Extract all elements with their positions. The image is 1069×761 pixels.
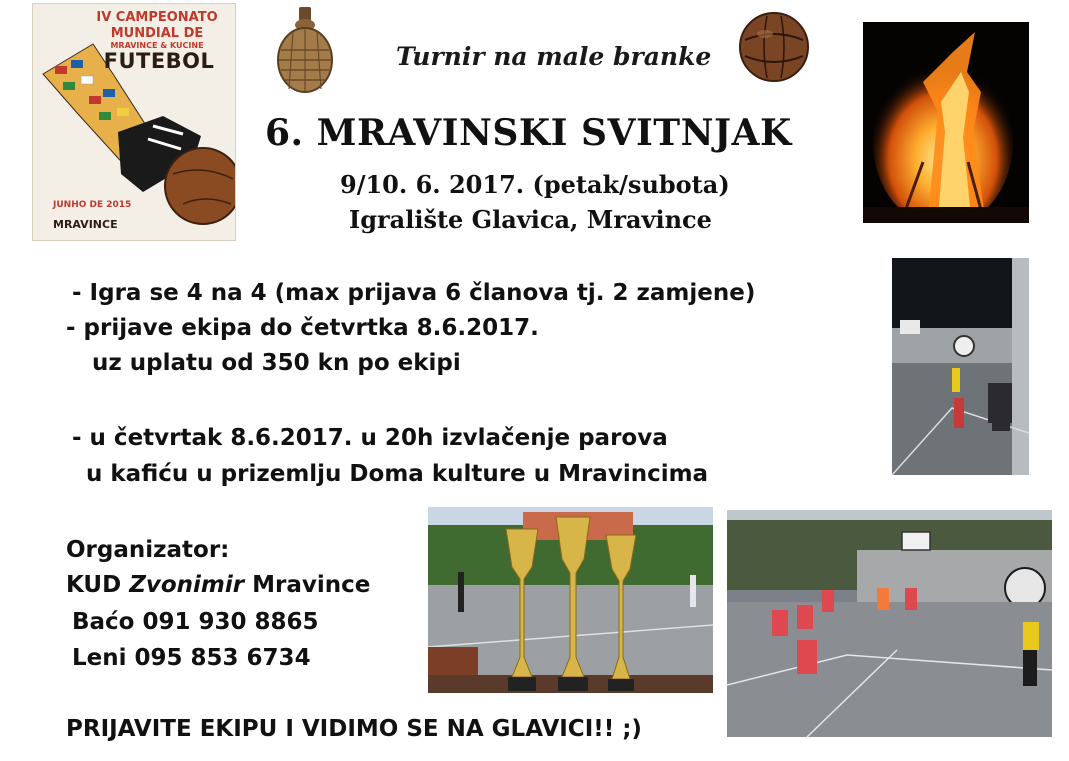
rule-line-3: uz uplatu od 350 kn po ekipi bbox=[92, 350, 461, 376]
poster-line-4: FUTEBOL bbox=[103, 49, 215, 73]
contact-line-2: Leni 095 853 6734 bbox=[72, 645, 311, 671]
event-venue: Igralište Glavica, Mravince bbox=[349, 205, 712, 234]
bonfire-photo bbox=[863, 22, 1029, 223]
poster-line-1: IV CAMPEONATO bbox=[96, 10, 218, 25]
rule-line-4: - u četvrtak 8.6.2017. u 20h izvlačenje parova bbox=[72, 425, 668, 451]
organizer-name-italic: Zvonimir bbox=[129, 572, 245, 598]
demijohn-image bbox=[275, 5, 335, 93]
event-date: 9/10. 6. 2017. (petak/subota) bbox=[340, 170, 730, 199]
poster-line-2: MUNDIAL DE bbox=[110, 26, 204, 41]
trophies-photo bbox=[428, 507, 713, 693]
night-court-photo bbox=[892, 258, 1029, 475]
organizer-label: Organizator: bbox=[66, 537, 230, 563]
contact-line-1: Baćo 091 930 8865 bbox=[72, 609, 319, 635]
rule-line-5: u kafiću u prizemlju Doma kulture u Mravincima bbox=[86, 461, 709, 487]
match-photo bbox=[727, 510, 1052, 737]
event-title: 6. MRAVINSKI SVITNJAK bbox=[265, 112, 792, 154]
poster-line-3: MRAVINCE & KUCINE bbox=[110, 41, 204, 50]
leather-ball-image bbox=[737, 10, 811, 84]
event-subtitle: Turnir na male branke bbox=[396, 42, 712, 71]
rule-line-2: - prijave ekipa do četvrtka 8.6.2017. bbox=[66, 315, 539, 341]
tournament-poster-image bbox=[32, 3, 236, 241]
organizer-name bbox=[66, 572, 370, 598]
organizer-name-prefix: KUD bbox=[66, 572, 130, 598]
rule-line-1: - Igra se 4 na 4 (max prijava 6 članova tj. 2 zamjene) bbox=[72, 280, 756, 306]
organizer-name-suffix: Mravince bbox=[244, 572, 371, 598]
poster-line-6: MRAVINCE bbox=[53, 218, 118, 231]
poster-line-5: JUNHO DE 2015 bbox=[53, 200, 132, 210]
call-to-action: PRIJAVITE EKIPU I VIDIMO SE NA GLAVICI!! ;) bbox=[66, 716, 642, 742]
